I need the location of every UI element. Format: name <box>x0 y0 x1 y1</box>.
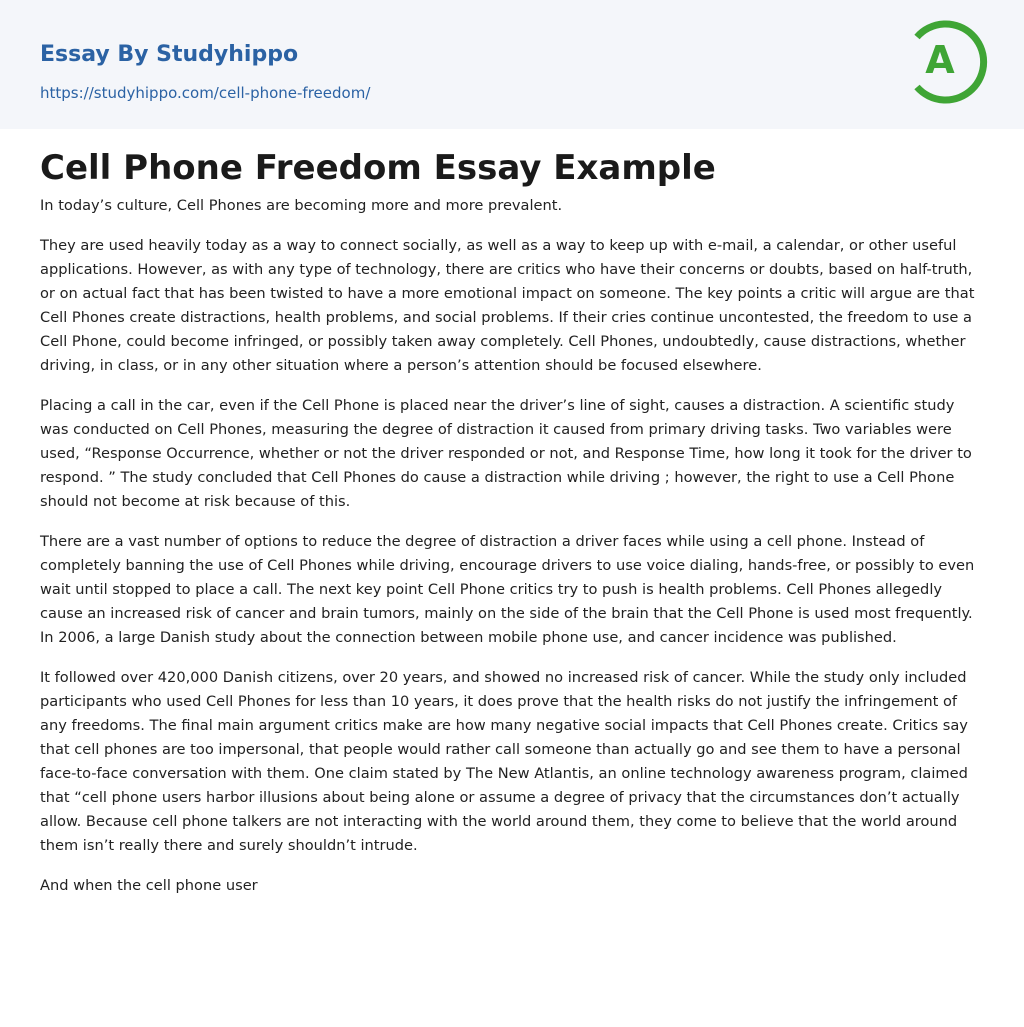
essay-paragraph: There are a vast number of options to reduce the degree of distraction a driver faces while using a cell phone. Instead of completely banning the use of Cell Phones while driving, encourage drivers to use voice dialing, hands-free, or possibly to even wait until stopped to place a call. The next key point Cell Phone critics try to push is health problems. Cell Phones allegedly cause an increased risk of cancer and brain tumors, mainly on the side of the brain that the Cell Phone is used most frequently. In 2006, a large Danish study about the connection between mobile phone use, and cancer incidence was published. <box>40 533 975 646</box>
logo[interactable] <box>908 18 988 106</box>
essay-paragraph: Placing a call in the car, even if the Cell Phone is placed near the driver’s line of sight, causes a distraction. A scientific study was conducted on Cell Phones, measuring the degree of distraction it caused from primary driving tasks. Two variables were used, “Response Occurrence, whether or not the driver responded or not, and Response Time, how long it took for the driver to respond. ” The study concluded that Cell Phones do cause a distraction while driving ; however, the right to use a Cell Phone should not become at risk because of this. <box>40 397 972 510</box>
essay-paragraph: In today’s culture, Cell Phones are becoming more and more prevalent. <box>40 197 563 214</box>
page-url-link[interactable]: https://studyhippo.com/cell-phone-freedom/ <box>40 84 371 102</box>
brand-title[interactable]: Essay By Studyhippo <box>40 42 299 67</box>
site-header <box>0 0 1024 129</box>
essay-paragraph: It followed over 420,000 Danish citizens, over 20 years, and showed no increased risk of cancer. While the study only included participants who used Cell Phones for less than 10 years, it does prove that the health risks do not justify the infringement of any freedoms. The final main argument critics make are how many negative social impacts that Cell Phones create. Critics say that cell phones are too impersonal, that people would rather call someone than actually go and see them to have a personal face-to-face conversation with them. One claim stated by The New Atlantis, an online technology awareness program, claimed that “cell phone users harbor illusions about being alone or assume a degree of privacy that the circumstances don’t actually allow. Because cell phone talkers are not interacting with the world around them, they come to believe that the world around them isn’t really there and surely shouldn’t intrude. <box>40 669 968 854</box>
logo-letter: A <box>925 38 955 82</box>
essay-body <box>40 194 986 914</box>
page-title: Cell Phone Freedom Essay Example <box>40 148 716 188</box>
essay-paragraph: They are used heavily today as a way to connect socially, as well as a way to keep up with e-mail, a calendar, or other useful applications. However, as with any type of technology, there are critics who have their concerns or doubts, based on half-truth, or on actual fact that has been twisted to have a more emotional impact on someone. The key points a critic will argue are that Cell Phones create distractions, health problems, and social problems. If their cries continue uncontested, the freedom to use a Cell Phone, could become infringed, or possibly taken away completely. Cell Phones, undoubtedly, cause distractions, whether driving, in class, or in any other situation where a person’s attention should be focused elsewhere. <box>40 237 975 374</box>
essay-paragraph: And when the cell phone user <box>40 877 258 894</box>
